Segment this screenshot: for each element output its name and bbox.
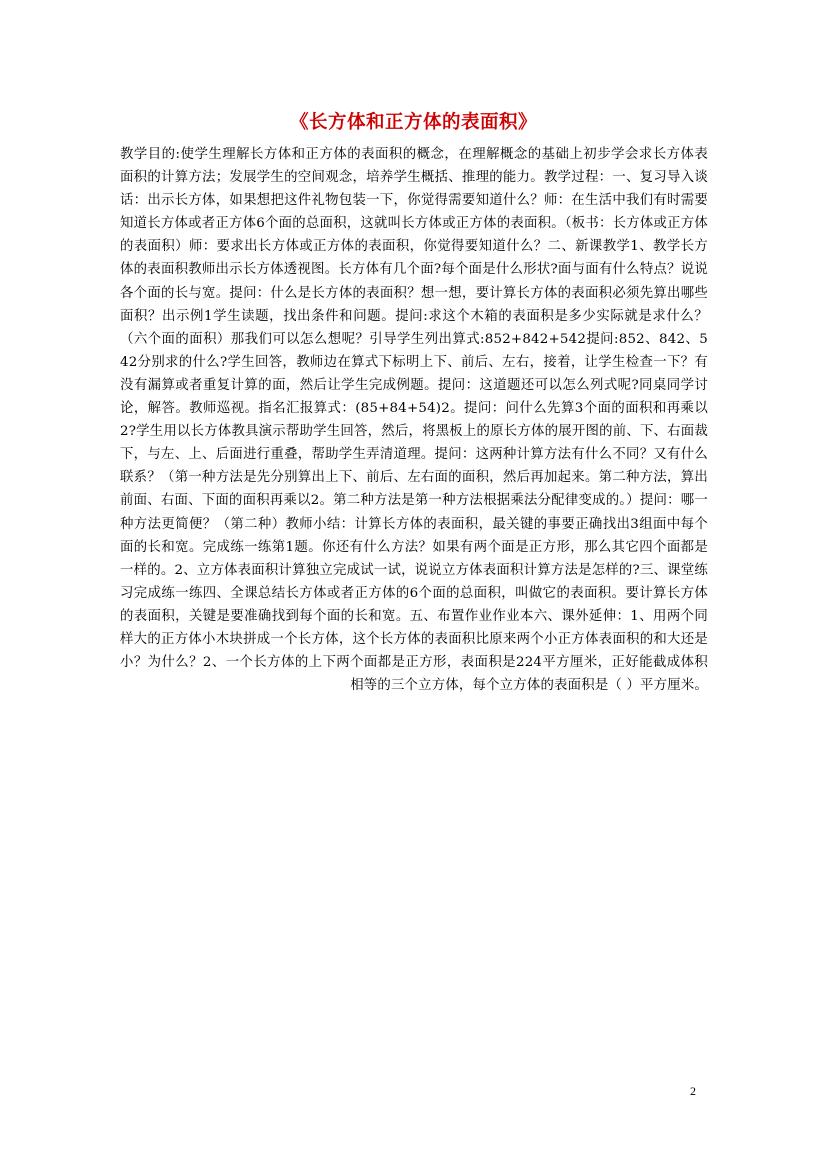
- document-body: 教学目的:使学生理解长方体和正方体的表面积的概念，在理解概念的基础上初步学会求长方体表面积的计算方法；发展学生的空间观念，培养学生概括、推理的能力。教学过程：一、复习导入谈话：出示长方体，如果想把这件礼物包装一下，你觉得需要知道什么？师：在生活中我们有时需要知道长方体或者正方体6个面的总面积，这就叫长方体或正方体的表面积。（板书：长方体或正方体的表面积）师：要求出长方体或正方体的表面积，你觉得要知道什么？二、新课教学1、教学长方体的表面积教师出示长方体透视图。长方体有几个面?每个面是什么形状?面与面有什么特点？说说各个面的长与宽。提问：什么是长方体的表面积？想一想，要计算长方体的表面积必须先算出哪些面积？出示例1学生读题，找出条件和问题。提问:求这个木箱的表面积是多少实际就是求什么？（六个面的面积）那我们可以怎么想呢？引导学生列出算式:852+842+542提问:852、842、542分别求的什么?学生回答，教师边在算式下标明上下、前后、左右，接着，让学生检查一下？有没有漏算或者重复计算的面，然后让学生完成例题。提问：这道题还可以怎么列式呢?同桌同学讨论，解答。教师巡视。指名汇报算式：(85+84+54)2。提问：问什么先算3个面的面积和再乘以2?学生用以长方体教具演示帮助学生回答，然后，将黑板上的原长方体的展开图的前、下、右面裁下，与左、上、后面进行重叠，帮助学生弄清道理。提问：这两种计算方法有什么不同？又有什么联系？（第一种方法是先分别算出上下、前后、左右面的面积，然后再加起来。第二种方法，算出前面、右面、下面的面积再乘以2。第二种方法是第一种方法根据乘法分配律变成的。）提问：哪一种方法更简便？（第二种）教师小结：计算长方体的表面积，最关键的事要正确找出3组面中每个面的长和宽。完成练一练第1题。你还有什么方法？如果有两个面是正方形，那么其它四个面都是一样的。2、立方体表面积计算独立完成试一试，说说立方体表面积计算方法是怎样的?三、课堂练习完成练一练四、全课总结长方体或者正方体的6个面的总面积，叫做它的表面积。要计算长方体的表面积，关键是要准确找到每个面的长和宽。五、布置作业作业本六、课外延伸：1、用两个同样大的正方体小木块拼成一个长方体，这个长方体的表面积比原来两个小正方体表面积的和大还是小？为什么？2、一个长方体的上下两个面都是正方形，表面积是224平方厘米，正好能截成体积相等的三个立方体，每个立方体的表面积是（ ）平方厘米。: [120, 147, 708, 694]
- document-title: 《长方体和正方体的表面积》: [289, 112, 537, 133]
- page-number: 2: [690, 1084, 696, 1098]
